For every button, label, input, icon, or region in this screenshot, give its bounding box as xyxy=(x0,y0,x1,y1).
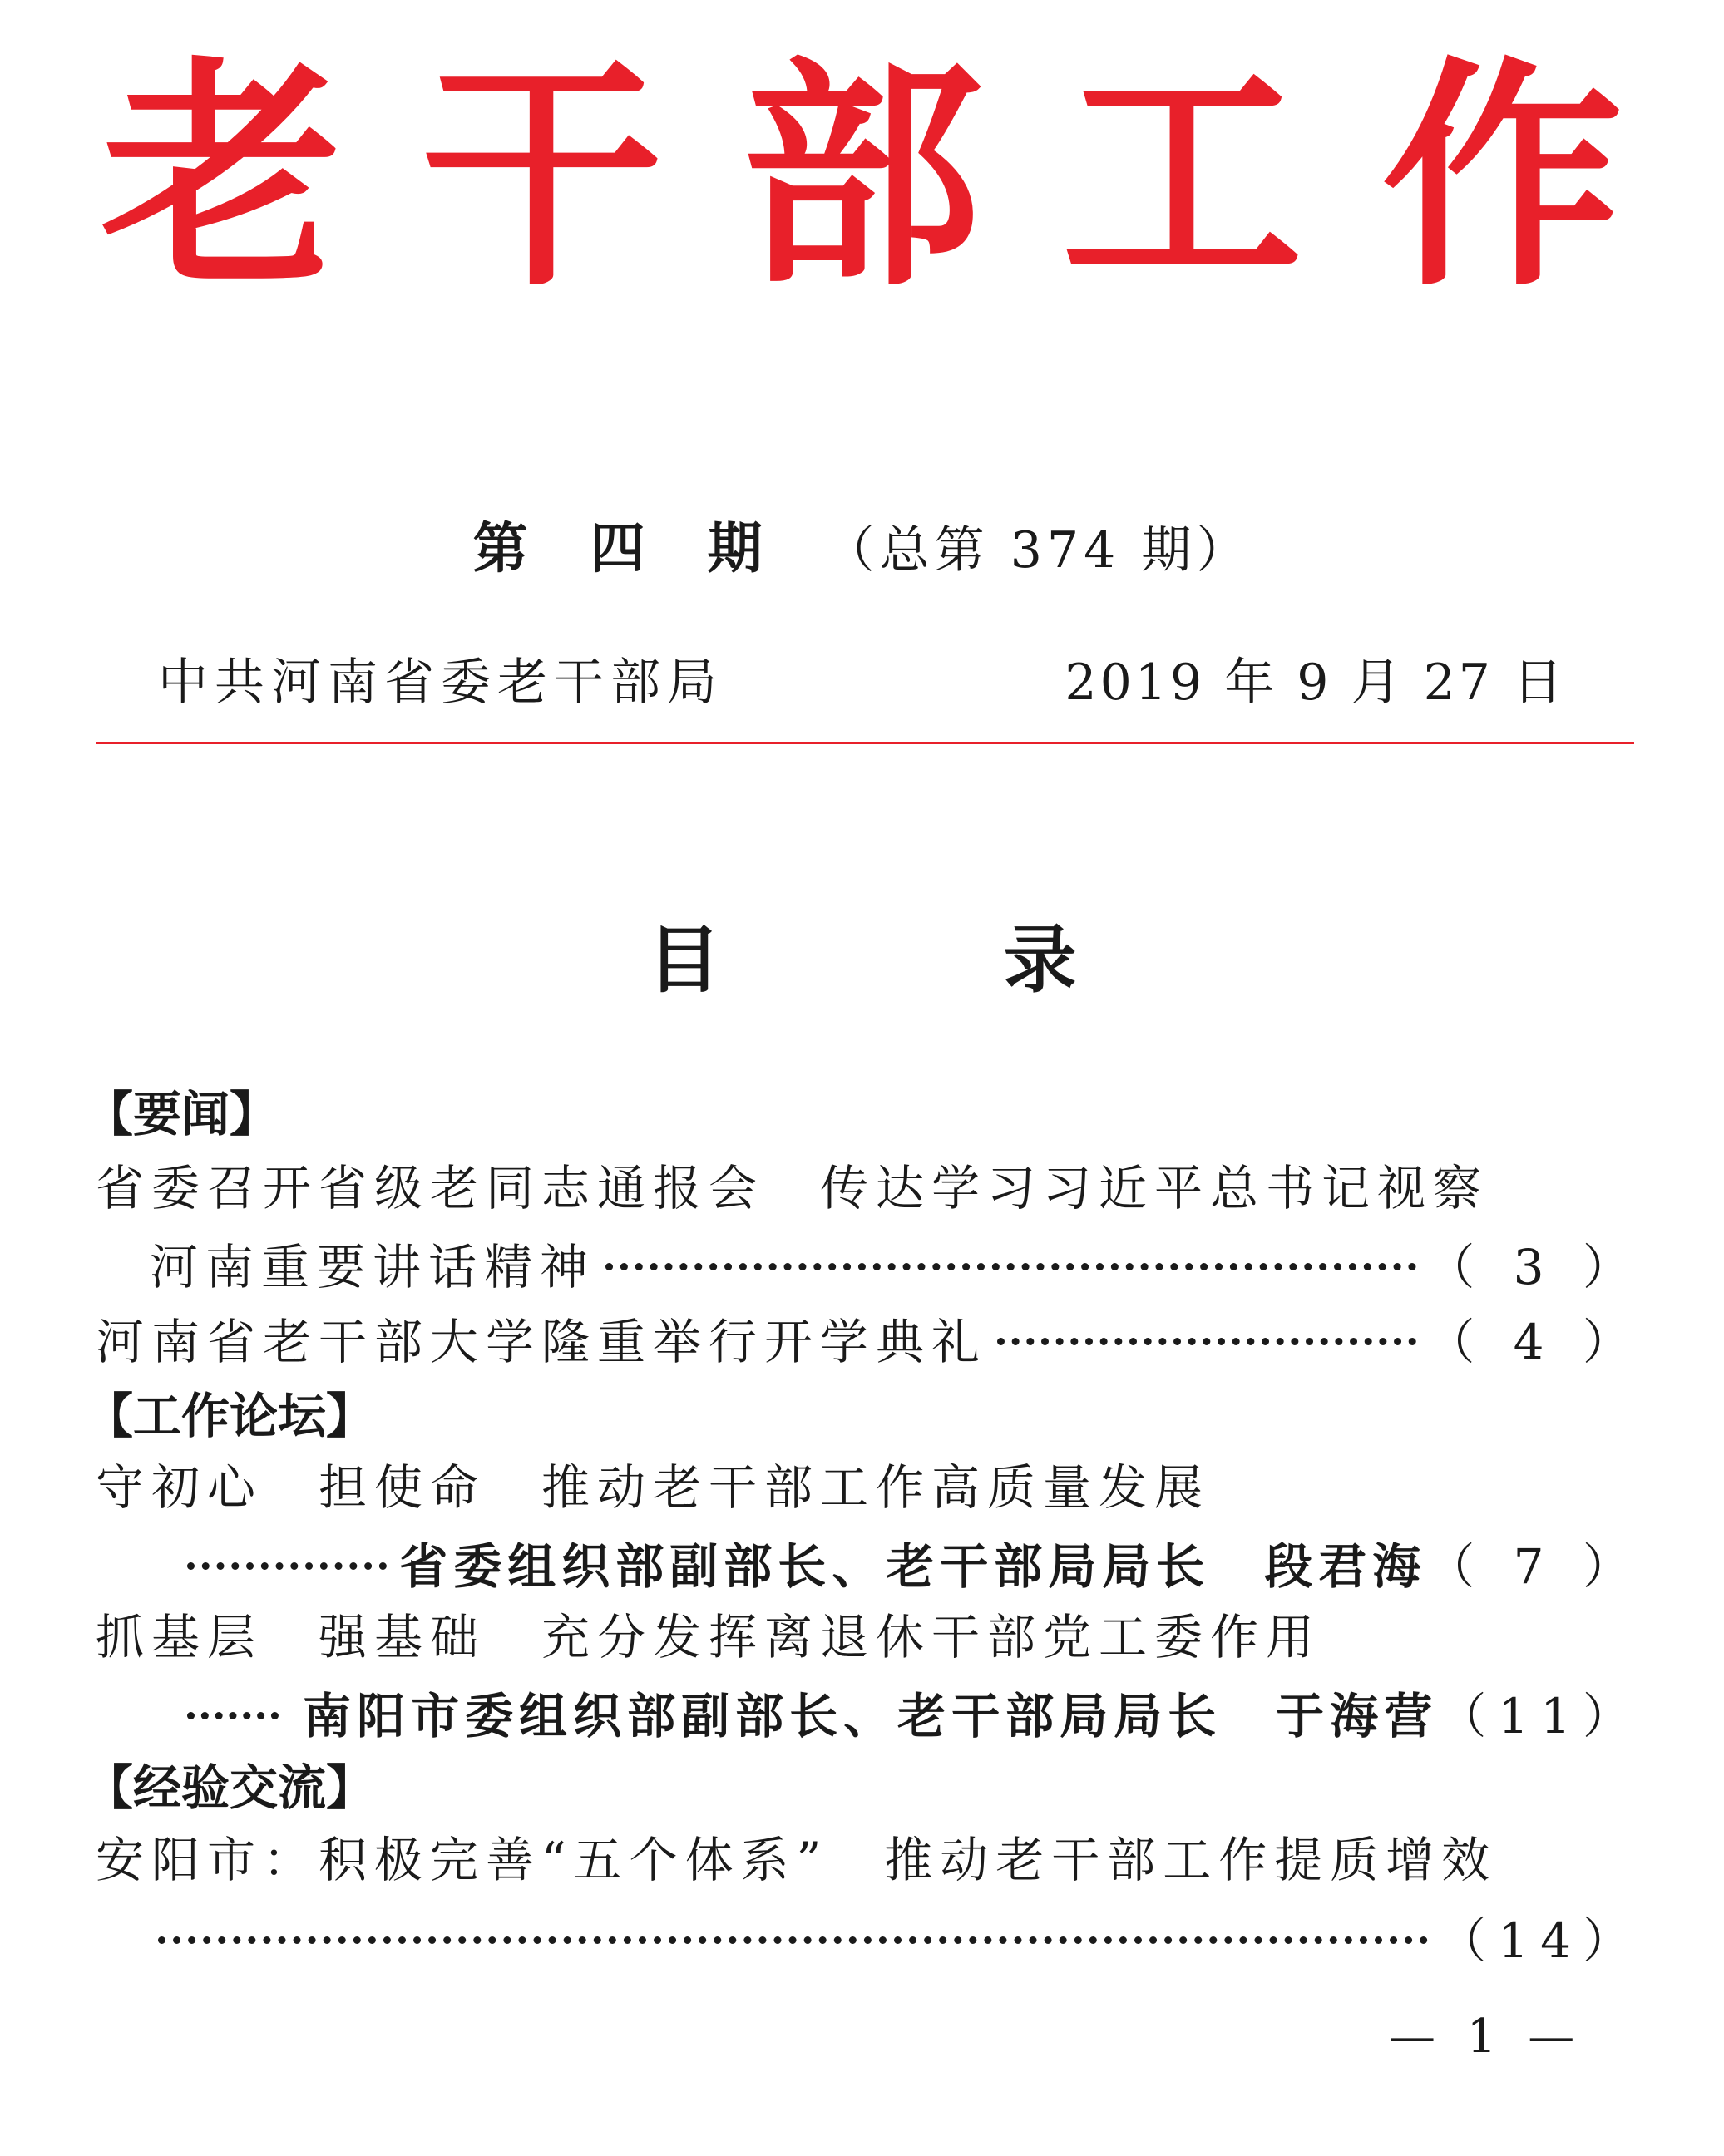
toc-entry[interactable] xyxy=(150,1232,1642,1294)
toc-title-left: 目 xyxy=(647,917,721,1003)
page-number: （ 3 ） xyxy=(1426,1239,1642,1295)
dot-leader xyxy=(997,1338,1416,1345)
masthead-char: 干 xyxy=(421,38,663,318)
toc-entry-title: 河南重要讲话精神 xyxy=(150,1239,596,1295)
red-divider xyxy=(96,742,1634,744)
toc-title xyxy=(0,915,1724,1006)
publisher: 中共河南省委老干部局 xyxy=(158,654,724,712)
page-number: （14） xyxy=(1438,1912,1642,1969)
issue-number: 第四期 xyxy=(472,516,825,580)
dot-leader xyxy=(187,1712,279,1719)
toc-entry-title: 河南省老干部大学隆重举行开学典礼 xyxy=(96,1314,988,1370)
dot-leader xyxy=(158,1936,1428,1944)
masthead-title xyxy=(0,38,1724,318)
toc-entry[interactable] xyxy=(187,1681,1642,1743)
section-heading-forum: 【工作论坛】 xyxy=(85,1388,375,1444)
toc-entry-title: 安阳市：积极完善“五个体系” 推动老干部工作提质增效 xyxy=(96,1832,1498,1888)
masthead-char: 作 xyxy=(1381,38,1623,318)
toc-entry-author: 南阳市委组织部副部长、老干部局局长 于海营 xyxy=(303,1688,1439,1744)
masthead-char: 部 xyxy=(741,38,983,318)
issue-total: （总第 374 期） xyxy=(824,521,1252,580)
toc-title-right: 录 xyxy=(1003,917,1077,1003)
page-number: （ 4 ） xyxy=(1426,1314,1642,1370)
masthead-char: 工 xyxy=(1061,38,1303,318)
dot-leader xyxy=(187,1562,387,1570)
page-number: （ 7 ） xyxy=(1426,1538,1642,1595)
toc-entry[interactable] xyxy=(96,1307,1642,1369)
toc-entry[interactable] xyxy=(158,1906,1642,1967)
page-folio: — 1 — xyxy=(1389,2010,1583,2064)
toc-entry-title: 省委召开省级老同志通报会 传达学习习近平总书记视察 xyxy=(96,1160,1489,1216)
dot-leader xyxy=(605,1263,1416,1270)
toc-entry-author: 省委组织部副部长、老干部局局长 段君海 xyxy=(399,1538,1427,1595)
toc-entry-title: 守初心 担使命 推动老干部工作高质量发展 xyxy=(96,1459,1211,1516)
publish-date: 2019 年 9 月 27 日 xyxy=(1065,654,1566,712)
masthead-char: 老 xyxy=(101,38,343,318)
toc-entry-title: 抓基层 强基础 充分发挥离退休干部党工委作用 xyxy=(96,1609,1322,1665)
page-number: （11） xyxy=(1438,1688,1642,1744)
toc-entry[interactable] xyxy=(187,1532,1642,1593)
section-heading-exchange: 【经验交流】 xyxy=(85,1759,375,1816)
section-heading-news: 【要闻】 xyxy=(85,1086,279,1142)
issue-line xyxy=(0,516,1724,584)
